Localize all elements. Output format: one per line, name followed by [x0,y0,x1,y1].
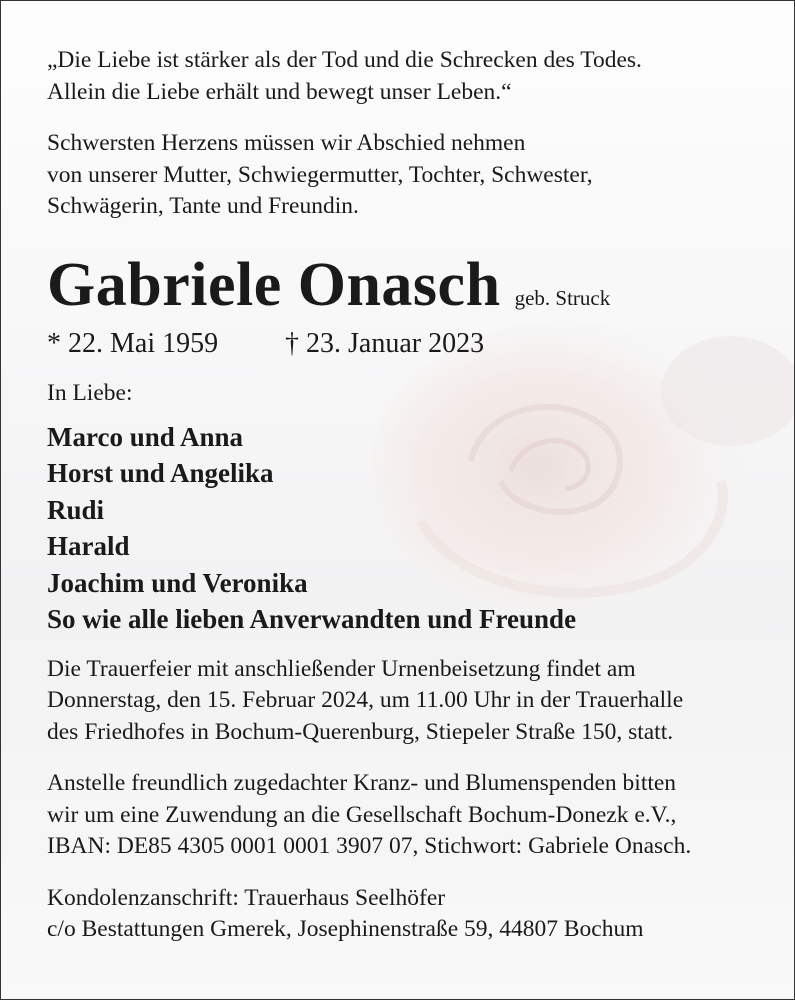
ceremony-info [47,654,767,749]
intro-text [47,128,767,223]
donation-line: IBAN: DE85 4305 0001 0001 3907 07, Stichwort: Gabriele Onasch. [47,833,692,859]
donation-line: wir um eine Zuwendung an die Gesellschaft Bochum-Donezk e.V., [47,801,677,828]
quote-line: „Die Liebe ist stärker als der Tod und die Schrecken des Todes. [47,47,642,73]
condolence-address [47,883,767,946]
life-dates [47,327,767,361]
birth-name: geb. Struck [514,285,611,310]
intro-line: Schwersten Herzens müssen wir Abschied nehmen [47,130,526,156]
quote-line: Allein die Liebe erhält und bewegt unser Leben.“ [47,78,512,105]
ceremony-line: Donnerstag, den 15. Februar 2024, um 11.00 Uhr in der Trauerhalle [47,687,684,713]
family-member: Horst und Angelika [47,458,274,488]
condolence-line: Kondolenzanschrift: Trauerhaus Seelhöfer [47,884,446,911]
condolence-line: c/o Bestattungen Gmerek, Josephinenstraße 59, 44807 Bochum [47,916,644,942]
opening-quote [47,45,767,108]
ceremony-line: Die Trauerfeier mit anschließender Urnenbeisetzung findet am [47,655,636,682]
donation-info [47,768,767,863]
in-love-label: In Liebe: [47,379,133,406]
birth-date: * 22. Mai 1959 [47,327,219,359]
family-member: Rudi [47,494,105,525]
death-date: † 23. Januar 2023 [285,327,485,359]
intro-line: Schwägerin, Tante und Freundin. [47,193,359,219]
family-member: Harald [47,531,130,561]
family-member: Marco und Anna [47,421,244,452]
family-member: So wie alle lieben Anverwandten und Freunde [47,604,577,634]
ceremony-line: des Friedhofes in Bochum-Querenburg, Stiepeler Straße 150, statt. [47,718,674,745]
deceased-name-line [47,243,767,327]
donation-line: Anstelle freundlich zugedachter Kranz- und Blumenspenden bitten [47,770,677,796]
notice-content [47,45,767,966]
family-list [47,419,767,638]
deceased-name: Gabriele Onasch [47,250,501,319]
family-member: Joachim und Veronika [47,567,308,598]
intro-line: von unserer Mutter, Schwiegermutter, Tochter, Schwester, [47,161,593,188]
